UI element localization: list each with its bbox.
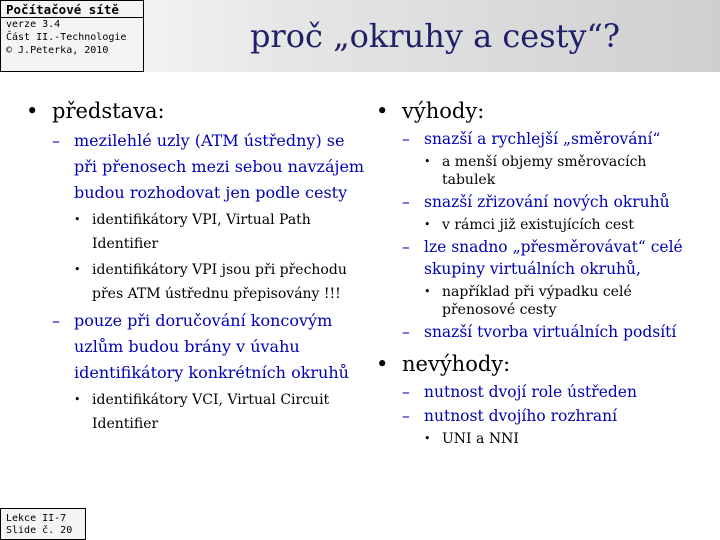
pros-subitem	[424, 216, 702, 234]
pros-subitem	[424, 283, 702, 319]
bullet-marker: •	[376, 352, 389, 376]
sub-bullet-marker: •	[424, 285, 431, 298]
dash-marker: –	[52, 131, 60, 150]
cons-subitem	[424, 430, 702, 448]
pros-heading: výhody:	[402, 99, 485, 123]
cons-item-text: nutnost dvojího rozhraní	[424, 407, 618, 425]
pros-item	[402, 321, 702, 343]
pros-item-text: snazší zřizování nových okruhů	[424, 193, 670, 211]
pros-subitem-text: v rámci již existujících cest	[442, 217, 634, 233]
pros-item	[402, 128, 702, 189]
bullet-marker: •	[376, 99, 389, 123]
pros-subitem	[424, 153, 702, 189]
cons-item	[402, 381, 702, 403]
idea-item-text: pouze při doručování koncovým uzlům budou brány v úvahu identifikátory konkrétních okruhů	[74, 311, 349, 382]
pros-item-text: snazší tvorba virtuálních podsítí	[424, 323, 677, 341]
slide-title: proč „okruhy a cesty“?	[249, 17, 621, 55]
cons-item	[402, 405, 702, 448]
course-name: Počítačové sítě	[1, 1, 143, 18]
pros-item	[402, 191, 702, 234]
idea-subitem-text: identifikátory VPI, Virtual Path Identifier	[92, 212, 311, 252]
sub-bullet-marker: •	[74, 213, 81, 226]
version-label: verze 3.4	[6, 19, 61, 30]
pros-subitem-text: například při výpadku celé přenosové cesty	[442, 284, 632, 318]
cons-bullet	[372, 349, 702, 448]
sub-bullet-marker: •	[74, 393, 81, 406]
part-label: Část II.-Technologie	[6, 32, 127, 43]
idea-subitem	[74, 258, 367, 306]
pros-item	[402, 236, 702, 319]
bullet-marker: •	[26, 99, 39, 123]
idea-subitem	[74, 388, 367, 436]
pros-item-text: snazší a rychlejší „směrování“	[424, 130, 661, 148]
dash-marker: –	[402, 130, 410, 148]
pros-subitem-text: a menší objemy směrovacích tabulek	[442, 154, 647, 188]
author-label: © J.Peterka, 2010	[6, 45, 109, 56]
idea-subitem-text: identifikátory VPI jsou při přechodu přes ATM ústřednu přepisovány !!!	[92, 262, 347, 302]
cons-heading: nevýhody:	[402, 352, 511, 376]
dash-marker: –	[52, 311, 60, 330]
left-column	[22, 96, 367, 436]
sub-bullet-marker: •	[424, 218, 431, 231]
dash-marker: –	[402, 323, 410, 341]
idea-item-text: mezilehlé uzly (ATM ústředny) se při přenosech mezi sebou navzájem budou rozhodovat jen podle cesty	[74, 131, 365, 202]
cons-item-text: nutnost dvojí role ústředen	[424, 383, 637, 401]
course-info-box	[0, 0, 144, 72]
right-column	[372, 96, 702, 448]
idea-heading: představa:	[52, 99, 165, 123]
idea-bullet	[22, 96, 367, 436]
idea-item	[52, 128, 367, 306]
lesson-label: Lekce II-7	[6, 513, 67, 524]
dash-marker: –	[402, 238, 410, 256]
slide-footer-box	[0, 508, 86, 540]
cons-subitem-text: UNI a NNI	[442, 431, 519, 447]
dash-marker: –	[402, 193, 410, 211]
sub-bullet-marker: •	[74, 263, 81, 276]
slide-number-label: Slide č. 20	[6, 525, 73, 536]
idea-subitem	[74, 208, 367, 256]
sub-bullet-marker: •	[424, 432, 431, 445]
dash-marker: –	[402, 407, 410, 425]
dash-marker: –	[402, 383, 410, 401]
idea-subitem-text: identifikátory VCI, Virtual Circuit Identifier	[92, 392, 330, 432]
idea-item	[52, 308, 367, 436]
sub-bullet-marker: •	[424, 155, 431, 168]
pros-item-text: lze snadno „přesměrovávat“ celé skupiny virtuálních okruhů,	[424, 238, 683, 278]
pros-bullet	[372, 96, 702, 343]
